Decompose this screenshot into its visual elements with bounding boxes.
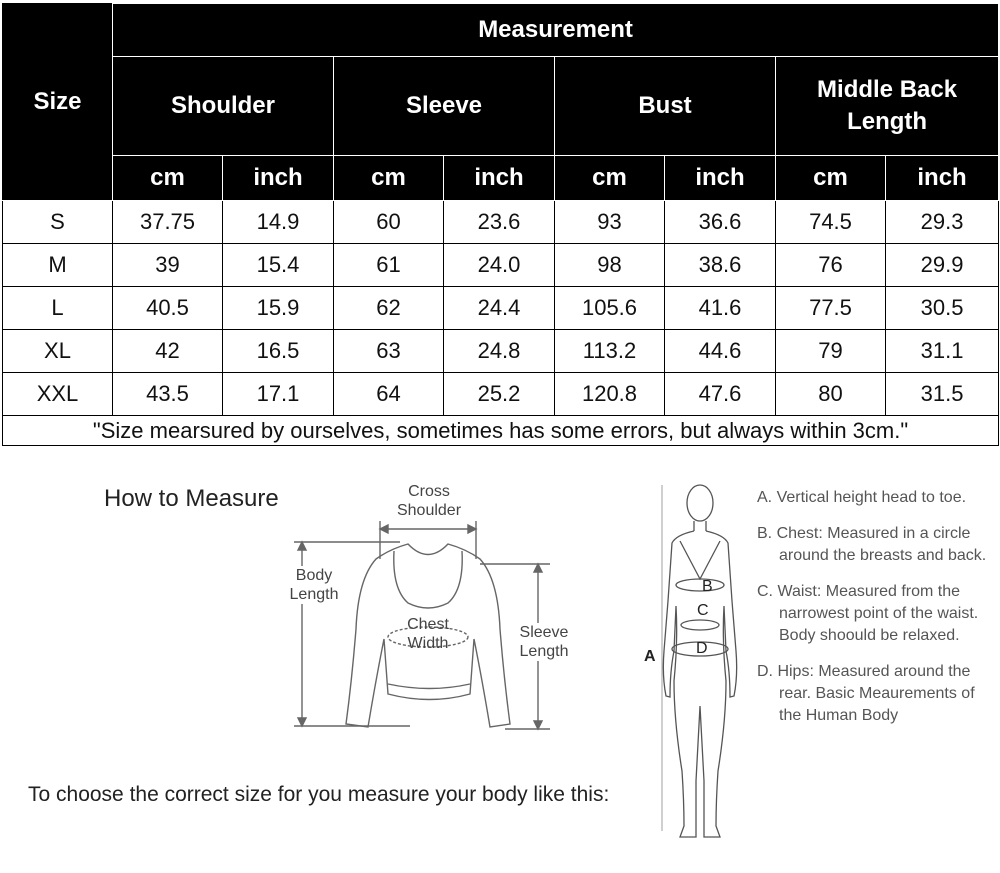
unit-cm: cm bbox=[334, 156, 444, 201]
value-cell: 43.5 bbox=[113, 373, 223, 416]
value-cell: 47.6 bbox=[665, 373, 776, 416]
sleeve-length-label-line2: Length bbox=[519, 643, 569, 660]
cross-shoulder-label bbox=[392, 482, 466, 520]
value-cell: 60 bbox=[334, 201, 444, 244]
sleeve-header: Sleeve bbox=[334, 57, 555, 156]
value-cell: 36.6 bbox=[665, 201, 776, 244]
value-cell: 64 bbox=[334, 373, 444, 416]
value-cell: 63 bbox=[334, 330, 444, 373]
measurement-note: "Size mearsured by ourselves, sometimes has some errors, but always within 3cm." bbox=[3, 416, 999, 446]
value-cell: 31.1 bbox=[886, 330, 999, 373]
measurement-legend bbox=[757, 487, 997, 741]
mark-d: D bbox=[696, 640, 708, 657]
size-chart-table bbox=[2, 3, 999, 446]
value-cell: 17.1 bbox=[223, 373, 334, 416]
value-cell: 29.9 bbox=[886, 244, 999, 287]
chest-width-label bbox=[398, 615, 458, 653]
size-cell: L bbox=[3, 287, 113, 330]
table-row bbox=[3, 244, 999, 287]
value-cell: 30.5 bbox=[886, 287, 999, 330]
sleeve-length-label bbox=[514, 623, 574, 661]
shoulder-header: Shoulder bbox=[113, 57, 334, 156]
body-length-label-line1: Body bbox=[295, 567, 333, 584]
value-cell: 24.4 bbox=[444, 287, 555, 330]
value-cell: 93 bbox=[555, 201, 665, 244]
value-cell: 120.8 bbox=[555, 373, 665, 416]
unit-inch: inch bbox=[223, 156, 334, 201]
size-cell: XXL bbox=[3, 373, 113, 416]
body-length-label-line2: Length bbox=[289, 586, 339, 603]
table-row bbox=[3, 373, 999, 416]
value-cell: 38.6 bbox=[665, 244, 776, 287]
table-row bbox=[3, 330, 999, 373]
how-to-measure-section bbox=[0, 455, 1000, 873]
value-cell: 14.9 bbox=[223, 201, 334, 244]
value-cell: 29.3 bbox=[886, 201, 999, 244]
value-cell: 44.6 bbox=[665, 330, 776, 373]
value-cell: 113.2 bbox=[555, 330, 665, 373]
value-cell: 15.9 bbox=[223, 287, 334, 330]
chest-width-label-line1: Chest bbox=[407, 616, 449, 633]
value-cell: 79 bbox=[776, 330, 886, 373]
value-cell: 74.5 bbox=[776, 201, 886, 244]
value-cell: 61 bbox=[334, 244, 444, 287]
table-row bbox=[3, 287, 999, 330]
unit-cm: cm bbox=[555, 156, 665, 201]
body-outline-drawing bbox=[640, 481, 750, 851]
value-cell: 15.4 bbox=[223, 244, 334, 287]
size-cell: XL bbox=[3, 330, 113, 373]
size-column-header: Size bbox=[3, 4, 113, 201]
value-cell: 37.75 bbox=[113, 201, 223, 244]
choose-size-instruction: To choose the correct size for you measure your body like this: bbox=[28, 783, 610, 806]
mark-c: C bbox=[697, 602, 709, 619]
body-length-label bbox=[284, 566, 344, 604]
value-cell: 39 bbox=[113, 244, 223, 287]
table-row bbox=[3, 201, 999, 244]
cross-shoulder-label-line1: Cross bbox=[408, 483, 450, 500]
legend-item-c: C. Waist: Measured from the narrowest point of the waist. Body shoould be relaxed. bbox=[757, 583, 979, 644]
size-cell: S bbox=[3, 201, 113, 244]
value-cell: 76 bbox=[776, 244, 886, 287]
sleeve-length-label-line1: Sleeve bbox=[519, 624, 569, 641]
middle-back-length-header: Middle Back Length bbox=[776, 57, 999, 156]
mark-b: B bbox=[702, 578, 713, 595]
measurement-header: Measurement bbox=[113, 4, 999, 57]
cross-shoulder-label-line2: Shoulder bbox=[396, 502, 462, 519]
value-cell: 105.6 bbox=[555, 287, 665, 330]
value-cell: 40.5 bbox=[113, 287, 223, 330]
legend-item-a: A. Vertical height head to toe. bbox=[757, 489, 967, 506]
how-to-measure-title: How to Measure bbox=[104, 485, 279, 512]
unit-inch: inch bbox=[665, 156, 776, 201]
value-cell: 42 bbox=[113, 330, 223, 373]
unit-cm: cm bbox=[776, 156, 886, 201]
value-cell: 80 bbox=[776, 373, 886, 416]
size-cell: M bbox=[3, 244, 113, 287]
legend-item-b: B. Chest: Measured in a circle around the breasts and back. bbox=[757, 525, 987, 564]
garment-diagram bbox=[280, 479, 570, 779]
unit-inch: inch bbox=[886, 156, 999, 201]
mark-a: A bbox=[644, 648, 656, 665]
value-cell: 23.6 bbox=[444, 201, 555, 244]
value-cell: 24.8 bbox=[444, 330, 555, 373]
legend-item-d: D. Hips: Measured around the rear. Basic Meaurements of the Human Body bbox=[757, 663, 975, 724]
unit-inch: inch bbox=[444, 156, 555, 201]
value-cell: 41.6 bbox=[665, 287, 776, 330]
value-cell: 77.5 bbox=[776, 287, 886, 330]
value-cell: 16.5 bbox=[223, 330, 334, 373]
chest-width-label-line2: Width bbox=[407, 635, 449, 652]
value-cell: 31.5 bbox=[886, 373, 999, 416]
value-cell: 62 bbox=[334, 287, 444, 330]
unit-cm: cm bbox=[113, 156, 223, 201]
value-cell: 24.0 bbox=[444, 244, 555, 287]
bust-header: Bust bbox=[555, 57, 776, 156]
value-cell: 25.2 bbox=[444, 373, 555, 416]
value-cell: 98 bbox=[555, 244, 665, 287]
human-figure-diagram bbox=[640, 481, 750, 851]
